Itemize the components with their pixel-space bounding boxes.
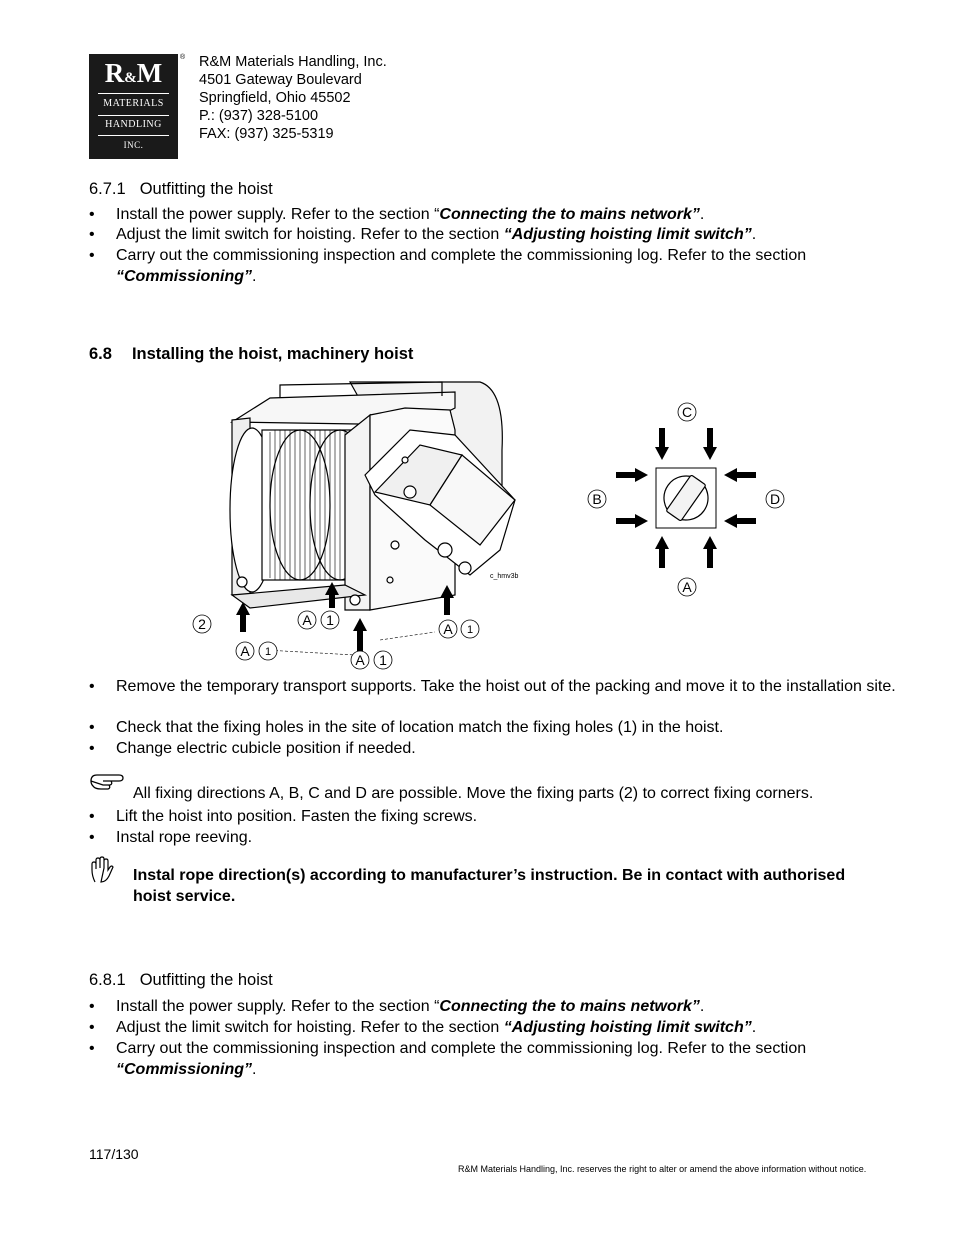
callout-A: A	[240, 643, 250, 659]
list-item: • Carry out the commissioning inspection and complete the commissioning log. Refer to the section “Commissioning”.	[89, 1040, 807, 1078]
note-fixing-directions: All fixing directions A, B, C and D are possible. Move the fixing parts (2) to correct fixing corners.	[133, 785, 814, 802]
address-line: FAX: (937) 325-5319	[199, 126, 334, 142]
heading-number: 6.8	[89, 345, 112, 363]
list-item: • Adjust the limit switch for hoisting. Refer to the section “Adjusting hoisting limit switch”.	[89, 226, 757, 243]
direction-B: B	[592, 491, 602, 507]
company-address	[199, 53, 387, 143]
direction-A: A	[682, 579, 692, 595]
address-line: Springfield, Ohio 45502	[199, 90, 351, 106]
fixing-direction-diagram	[588, 403, 784, 596]
list-item: • Instal rope reeving.	[89, 829, 253, 846]
hoist-installation-figure	[180, 370, 800, 675]
logo-line: INC.	[123, 140, 144, 150]
logo-divider	[98, 115, 169, 116]
heading-title: Outfitting the hoist	[139, 971, 273, 989]
company-logo	[89, 54, 178, 159]
page-number: 117/130	[89, 1146, 139, 1162]
heading-6-7-1	[89, 180, 273, 199]
heading-6-8-1	[89, 971, 273, 990]
callout-1: 1	[326, 612, 334, 628]
figure-code: c_hmv3b	[490, 573, 519, 580]
logo-line: MATERIALS	[103, 98, 164, 109]
logo-text: R&M	[104, 58, 163, 88]
hand-icon	[89, 856, 115, 884]
address-line: 4501 Gateway Boulevard	[199, 72, 362, 88]
registered-mark: ®	[180, 54, 186, 61]
pointing-hand-icon	[89, 771, 127, 793]
callout-2: 2	[198, 616, 206, 632]
logo-line: HANDLING	[105, 119, 162, 130]
list-item: • Adjust the limit switch for hoisting. Refer to the section “Adjusting hoisting limit switch”.	[89, 1019, 757, 1036]
heading-title: Installing the hoist, machinery hoist	[131, 345, 414, 363]
list-item: • Install the power supply. Refer to the section “Connecting the to mains network”.	[89, 206, 705, 223]
direction-C: C	[681, 404, 693, 420]
callout-1: 1	[379, 652, 387, 668]
list-item: • Carry out the commissioning inspection and complete the commissioning log. Refer to the section “Commissioning”.	[89, 247, 807, 285]
callout-A: A	[355, 652, 365, 668]
footer-disclaimer: R&M Materials Handling, Inc. reserves the right to alter or amend the above information without notice.	[458, 1164, 867, 1174]
list-item: • Install the power supply. Refer to the section “Connecting the to mains network”.	[89, 998, 705, 1015]
callout-1: 1	[264, 646, 272, 658]
list-item: • Check that the fixing holes in the site of location match the fixing holes (1) in the hoist.	[89, 719, 724, 736]
list-item: • Lift the hoist into position. Fasten the fixing screws.	[89, 808, 478, 825]
heading-number: 6.7.1	[89, 180, 126, 198]
logo-divider	[98, 135, 169, 136]
list-item: • Change electric cubicle position if needed.	[89, 740, 416, 757]
list-item: • Remove the temporary transport supports. Take the hoist out of the packing and move it to the installation site.	[89, 678, 896, 695]
hoist-drawing	[230, 382, 515, 610]
callout-1: 1	[466, 624, 474, 636]
note-rope-direction: Instal rope direction(s) according to manufacturer’s instruction. Be in contact with authorised hoist service.	[133, 867, 846, 905]
address-line: P.: (937) 328-5100	[199, 108, 319, 124]
logo-divider	[98, 93, 169, 94]
callout-A: A	[302, 612, 312, 628]
callout-A: A	[443, 621, 453, 637]
heading-title: Outfitting the hoist	[139, 180, 273, 198]
heading-6-8	[89, 345, 413, 364]
heading-number: 6.8.1	[89, 971, 126, 989]
address-line: R&M Materials Handling, Inc.	[199, 54, 387, 70]
direction-D: D	[769, 491, 781, 507]
